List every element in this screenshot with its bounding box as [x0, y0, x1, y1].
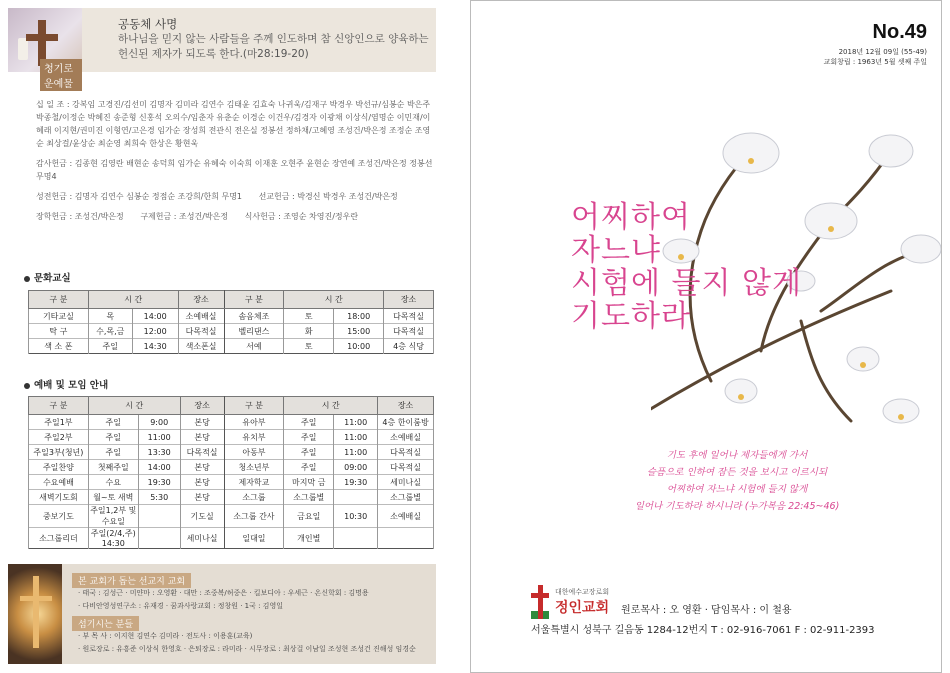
table-cell: 소예배실 [378, 430, 434, 445]
table-cell: 주일2부 [29, 430, 89, 445]
table-cell: 다목적실 [180, 445, 224, 460]
table-cell: 본당 [180, 475, 224, 490]
table-cell: 9:00 [138, 415, 180, 430]
pastors: 원로목사 : 오 영환 · 담임목사 : 이 철용 [621, 605, 792, 616]
table-cell: 금요일 [284, 505, 334, 528]
table-cell: 19:30 [138, 475, 180, 490]
table-cell: 새벽기도회 [29, 490, 89, 505]
table-row [29, 505, 434, 528]
table-cell: 마지막 금 [284, 475, 334, 490]
table-cell: 주일찬양 [29, 460, 89, 475]
table-cell: 주일 [284, 415, 334, 430]
table-cell: 탁 구 [29, 324, 89, 339]
mission-support-box [8, 564, 436, 664]
table-cell: 기타교실 [29, 309, 89, 324]
table-row [29, 460, 434, 475]
table-cell: 소그룹별 [284, 490, 334, 505]
table-cell [334, 490, 378, 505]
table-row [29, 309, 434, 324]
table-header-row: 구 분 시 간 장소 구 분 시 간 장소 [29, 397, 434, 415]
lit-cross-image [8, 564, 62, 664]
table-cell: 다목적실 [384, 309, 434, 324]
table-cell: 12:00 [132, 324, 178, 339]
table-cell: 첫째주일 [88, 460, 138, 475]
table-row [29, 528, 434, 549]
bullet-icon [24, 276, 30, 282]
table-cell: 수요 [88, 475, 138, 490]
mission-churches-heading: 본 교회가 돕는 선교지 교회 [72, 573, 191, 588]
table-cell: 15:00 [334, 324, 384, 339]
table-cell: 14:00 [132, 309, 178, 324]
table-cell: 주일 [284, 445, 334, 460]
servants-line1: · 부 목 사 : 이지현 김연수 김미라 · 전도사 : 이용훈(교육) [78, 632, 253, 640]
table-row [29, 490, 434, 505]
table-cell: 09:00 [334, 460, 378, 475]
table-cell: 토 [284, 309, 334, 324]
table-cell: 일대일 [224, 528, 284, 549]
church-logo-icon [531, 585, 549, 619]
table-cell: 세미나실 [378, 475, 434, 490]
table-cell: 소예배실 [378, 505, 434, 528]
table-row [29, 475, 434, 490]
table-cell: 목 [88, 309, 132, 324]
table-cell: 주일 [284, 460, 334, 475]
tithe-donors: 십 일 조 : 강복임 고경진/김선미 김명자 김미라 김연수 김태윤 김효숙 나귀욱/김재구 박경우 박선규/심봉순 박은주 박종철/이정순 박혜진 송준형 신홍석 오의수/임춘자 유춘순 이경순 이건우/김경자 이광채 이상식/염명순 이민재/이혜래 이지현/권미진 이형연/고은경 임가순 장성희 전관식 전은실 정봉선 정하채/고혜영 조성건/박은정 조정순 조영순 최상걸/윤상순 최순영 최희숙 한상은 황현욱 [36, 100, 431, 148]
candle-icon [18, 38, 28, 60]
scripture-verse: 기도 후에 일어나 제자들에게 가서 슬픔으로 인하여 잠든 것을 보시고 이르시되 어찌하여 자느냐 시험에 들지 않게 일어나 기도하라 하시니라 (누가복음 22:45~46) [634, 450, 840, 512]
scholarship-donors: 장학헌금 : 조성건/박은정 [36, 212, 124, 221]
table-cell: 다목적실 [384, 324, 434, 339]
cross-image [8, 8, 82, 90]
thanks-donors: 감사헌금 : 김종현 김영란 배현순 송덕희 임가순 유혜숙 이숙희 이재훈 오현주 윤현순 장연예 조성건/박은정 정봉선 무명4 [36, 159, 433, 181]
table-cell: 19:30 [334, 475, 378, 490]
mission-header [8, 8, 436, 90]
table-cell: 월~토 새벽 [88, 490, 138, 505]
table-cell: 본당 [180, 490, 224, 505]
offering-row-3 [36, 190, 436, 203]
table-cell: 11:00 [334, 415, 378, 430]
table-cell: 주일3부(청년) [29, 445, 89, 460]
table-row [29, 324, 434, 339]
worship-table [28, 396, 434, 549]
table-cell: 주일1,2부 및 수요일 [90, 506, 137, 526]
table-cell: 수,목,금 [88, 324, 132, 339]
mission-churches-line1: · 태국 : 김성근 · 미얀마 : 오영환 · 대만 : 조중복/허중은 · 킬보디아 : 우세근 · 온신학회 : 김명용 [78, 589, 369, 597]
table-cell: 소그룹 [224, 490, 284, 505]
table-cell: 아동부 [224, 445, 284, 460]
table-cell: 벨리댄스 [224, 324, 284, 339]
issue-number: No.49 [872, 21, 927, 43]
table-cell: 토 [284, 339, 334, 354]
left-page [0, 0, 446, 673]
table-cell: 소그룹별 [378, 490, 434, 505]
table-cell: 화 [284, 324, 334, 339]
table-cell: 10:30 [334, 505, 378, 528]
table-cell: 청소년부 [224, 460, 284, 475]
issue-date: 2018년 12월 09일 (55-49) 교회창립 : 1963년 5월 셋째 주일 [823, 48, 927, 66]
table-cell: 주일(2/4,주) 14:30 [88, 528, 138, 549]
table-cell: 본당 [180, 430, 224, 445]
table-cell [334, 528, 378, 549]
table-cell: 11:00 [334, 430, 378, 445]
church-name: 정인교회 [555, 600, 610, 616]
table-cell: 색소폰실 [178, 339, 224, 354]
culture-table [28, 290, 434, 354]
table-cell: 세미나실 [180, 528, 224, 549]
table-cell: 본당 [180, 460, 224, 475]
table-cell [138, 528, 180, 549]
table-cell: 다목적실 [178, 324, 224, 339]
table-cell: 18:00 [334, 309, 384, 324]
mission-churches-line2: · 다비안영성연구소 : 유재경 · 꿈과사랑교회 : 정창원 · 1국 : 김영일 [78, 602, 283, 610]
table-cell: 11:00 [334, 445, 378, 460]
table-cell: 색 소 폰 [29, 339, 89, 354]
table-cell: 주일1부 [29, 415, 89, 430]
table-cell: 14:30 [132, 339, 178, 354]
servants-line2: · 원로장로 : 유흥준 이상식 한영호 · 은퇴장로 : 라미라 · 시무장로 : 최상걸 이남일 조성현 조성건 진해성 임경순 [78, 645, 416, 653]
table-cell: 주일 [88, 339, 132, 354]
table-cell: 다목적실 [378, 445, 434, 460]
table-cell: 4층 식당 [384, 339, 434, 354]
table-cell: 수요예배 [29, 475, 89, 490]
table-cell: 4층 한이룸방 [378, 415, 434, 430]
table-cell: 주일 [88, 430, 138, 445]
table-cell: 소그룹리더 [29, 528, 89, 549]
table-cell: 소그룹 간사 [224, 505, 284, 528]
bullet-icon [24, 383, 30, 389]
meal-donors: 식사헌금 : 조영순 차영진/정우란 [244, 212, 359, 221]
table-cell: 13:30 [138, 445, 180, 460]
table-cell: 주일 [88, 415, 138, 430]
offering-tag: 청기로운예물 [40, 59, 82, 91]
servants-heading: 섬기시는 분들 [72, 616, 139, 631]
table-cell: 유치부 [224, 430, 284, 445]
cover-page [470, 0, 942, 673]
table-cell: 본당 [180, 415, 224, 430]
table-cell: 다목적실 [378, 460, 434, 475]
table-row [29, 415, 434, 430]
table-row [29, 445, 434, 460]
offering-list [36, 98, 436, 230]
calligraphy-title: 어찌하여 자느냐 시험에 들지 않게 기도하라 [571, 200, 802, 334]
table-cell: 솜음체조 [224, 309, 284, 324]
missions-donors: 선교헌금 : 박경신 박경우 조성건/박은정 [258, 192, 398, 201]
denomination: 대한예수교장로회 [555, 588, 610, 596]
table-cell: 11:00 [138, 430, 180, 445]
table-cell: 기도실 [180, 505, 224, 528]
cross-icon [33, 576, 39, 648]
table-cell: 14:00 [138, 460, 180, 475]
relief-donors: 구제헌금 : 조성건/박은정 [140, 212, 229, 221]
table-cell: 서예 [224, 339, 284, 354]
mission-title: 공동체 사명 [118, 17, 178, 31]
table-cell [378, 528, 434, 549]
table-cell: 주일 [88, 445, 138, 460]
table-cell [138, 505, 180, 528]
table-cell: 중보기도 [29, 505, 89, 528]
building-donors: 성전헌금 : 김명자 김연수 심봉순 정점순 조강희/한희 무명1 [36, 192, 243, 201]
culture-section-title: 문화교실 [24, 270, 71, 284]
table-cell: 개인별 [284, 528, 334, 549]
table-row [29, 339, 434, 354]
table-cell: 주일 [284, 430, 334, 445]
table-cell: 소예배실 [178, 309, 224, 324]
table-header-row: 구 분 시 간 장소 구 분 시 간 장소 [29, 291, 434, 309]
table-cell: 10:00 [334, 339, 384, 354]
worship-section-title: 예배 및 모임 안내 [24, 377, 108, 391]
table-cell: 제자학교 [224, 475, 284, 490]
church-address: 서울특별시 성북구 길음동 1284-12번지 T : 02-916-7061 F : 02-911-2393 [531, 625, 875, 636]
offering-row-4 [36, 210, 436, 223]
table-cell: 유아부 [224, 415, 284, 430]
table-row [29, 430, 434, 445]
table-cell: 5:30 [138, 490, 180, 505]
mission-text: 하나님을 믿지 않는 사람들을 주께 인도하며 참 신앙인으로 양육하는 헌신된 제자가 되도록 한다.(마28:19-20) [118, 33, 429, 60]
